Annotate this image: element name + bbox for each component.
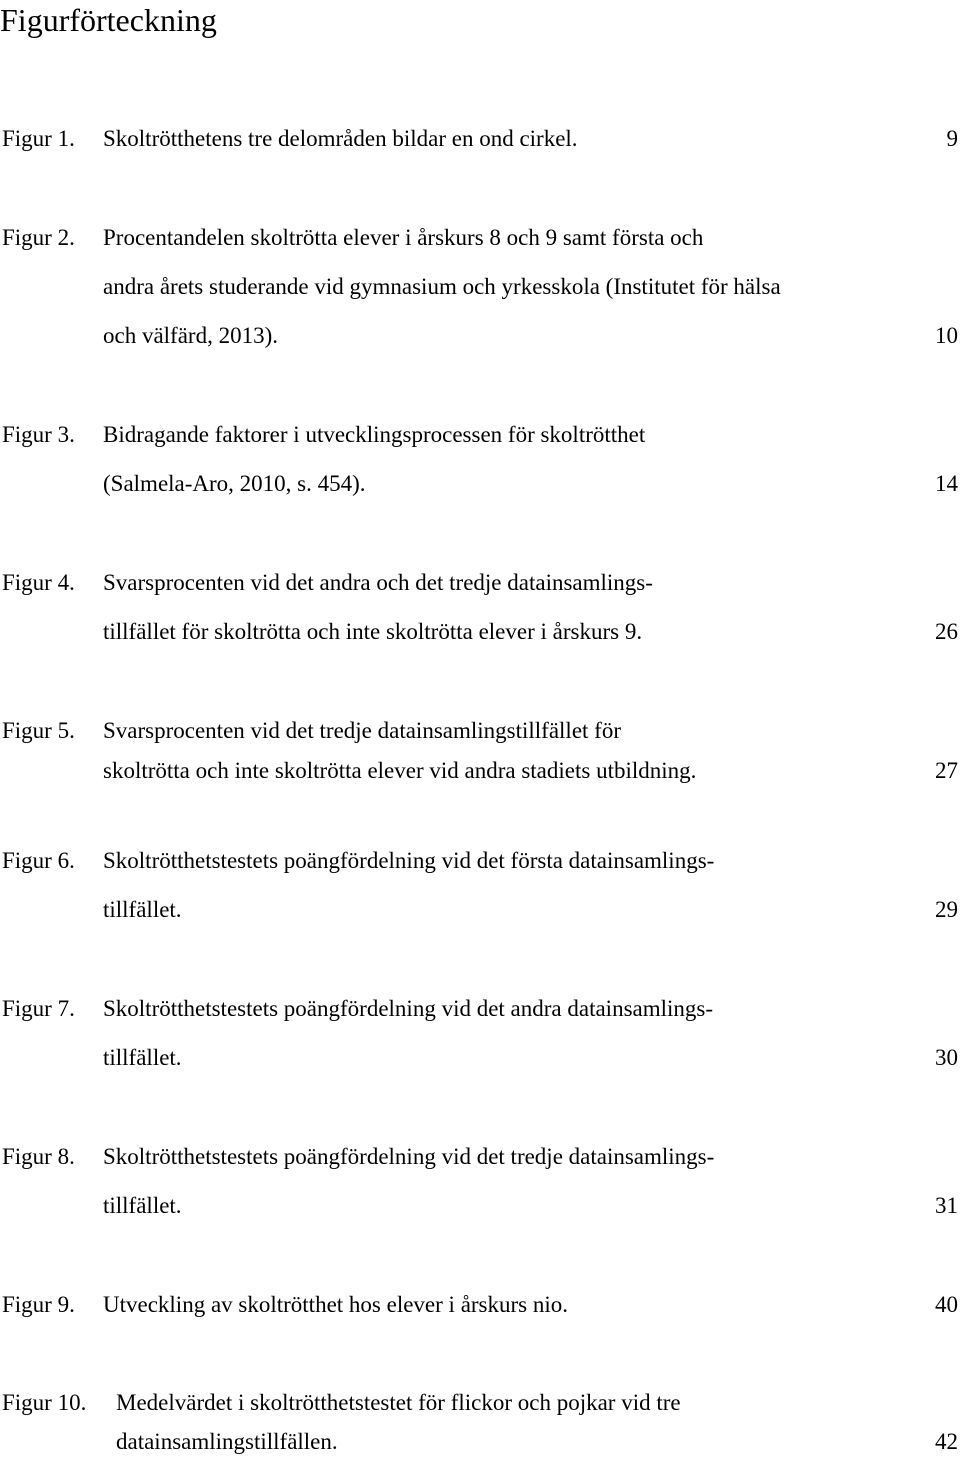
figure-label: Figur 5.	[2, 718, 75, 743]
figure-label: Figur 10.	[2, 1390, 87, 1415]
figure-label: Figur 2.	[2, 225, 75, 250]
figure-caption-line: tillfället.	[103, 1193, 182, 1218]
figure-caption-line: andra årets studerande vid gymnasium och yrkesskola (Institutet för hälsa	[103, 274, 781, 299]
figure-label: Figur 7.	[2, 996, 75, 1021]
figure-caption-line: Skoltrötthetens tre delområden bildar en ond cirkel.	[103, 126, 578, 151]
figure-page-number: 26	[935, 619, 958, 644]
figure-caption-line: tillfället.	[103, 1045, 182, 1070]
figure-page-number: 30	[935, 1045, 958, 1070]
figure-caption-line: Utveckling av skoltrötthet hos elever i årskurs nio.	[103, 1292, 569, 1317]
figure-caption-line: datainsamlingstillfällen.	[116, 1429, 338, 1454]
figure-caption-line: Skoltrötthetstestets poängfördelning vid det tredje datainsamlings-	[103, 1144, 715, 1169]
page-title: Figurförteckning	[0, 2, 217, 38]
figure-page-number: 31	[935, 1193, 958, 1218]
figure-caption-line: Skoltrötthetstestets poängfördelning vid det första datainsamlings-	[103, 848, 715, 873]
figure-caption-line: Medelvärdet i skoltrötthetstestet för flickor och pojkar vid tre	[116, 1390, 681, 1415]
figure-label: Figur 9.	[2, 1292, 75, 1317]
figure-caption-line: Svarsprocenten vid det andra och det tredje datainsamlings-	[103, 570, 653, 595]
figure-page-number: 9	[946, 126, 958, 151]
figure-caption-line: tillfället för skoltrötta och inte skoltrötta elever i årskurs 9.	[103, 619, 643, 644]
figure-label: Figur 1.	[2, 126, 75, 151]
figure-caption-line: Bidragande faktorer i utvecklingsprocessen för skoltrötthet	[103, 422, 646, 447]
figure-page-number: 10	[935, 323, 958, 348]
figure-page-number: 40	[935, 1292, 958, 1317]
figure-label: Figur 8.	[2, 1144, 75, 1169]
figure-page-number: 27	[935, 758, 958, 783]
figure-page-number: 29	[935, 897, 958, 922]
figure-caption-line: Skoltrötthetstestets poängfördelning vid det andra datainsamlings-	[103, 996, 714, 1021]
figure-label: Figur 4.	[2, 570, 75, 595]
figure-caption-line: Svarsprocenten vid det tredje datainsamlingstillfället för	[103, 718, 621, 743]
figure-caption-line: Procentandelen skoltrötta elever i årskurs 8 och 9 samt första och	[103, 225, 704, 250]
figure-caption-line: (Salmela-Aro, 2010, s. 454).	[103, 471, 366, 496]
figure-label: Figur 6.	[2, 848, 75, 873]
figure-caption-line: tillfället.	[103, 897, 182, 922]
figure-caption-line: skoltrötta och inte skoltrötta elever vid andra stadiets utbildning.	[103, 758, 697, 783]
figure-caption-line: och välfärd, 2013).	[103, 323, 278, 348]
figure-page-number: 42	[935, 1429, 958, 1454]
figure-label: Figur 3.	[2, 422, 75, 447]
figure-page-number: 14	[935, 471, 958, 496]
